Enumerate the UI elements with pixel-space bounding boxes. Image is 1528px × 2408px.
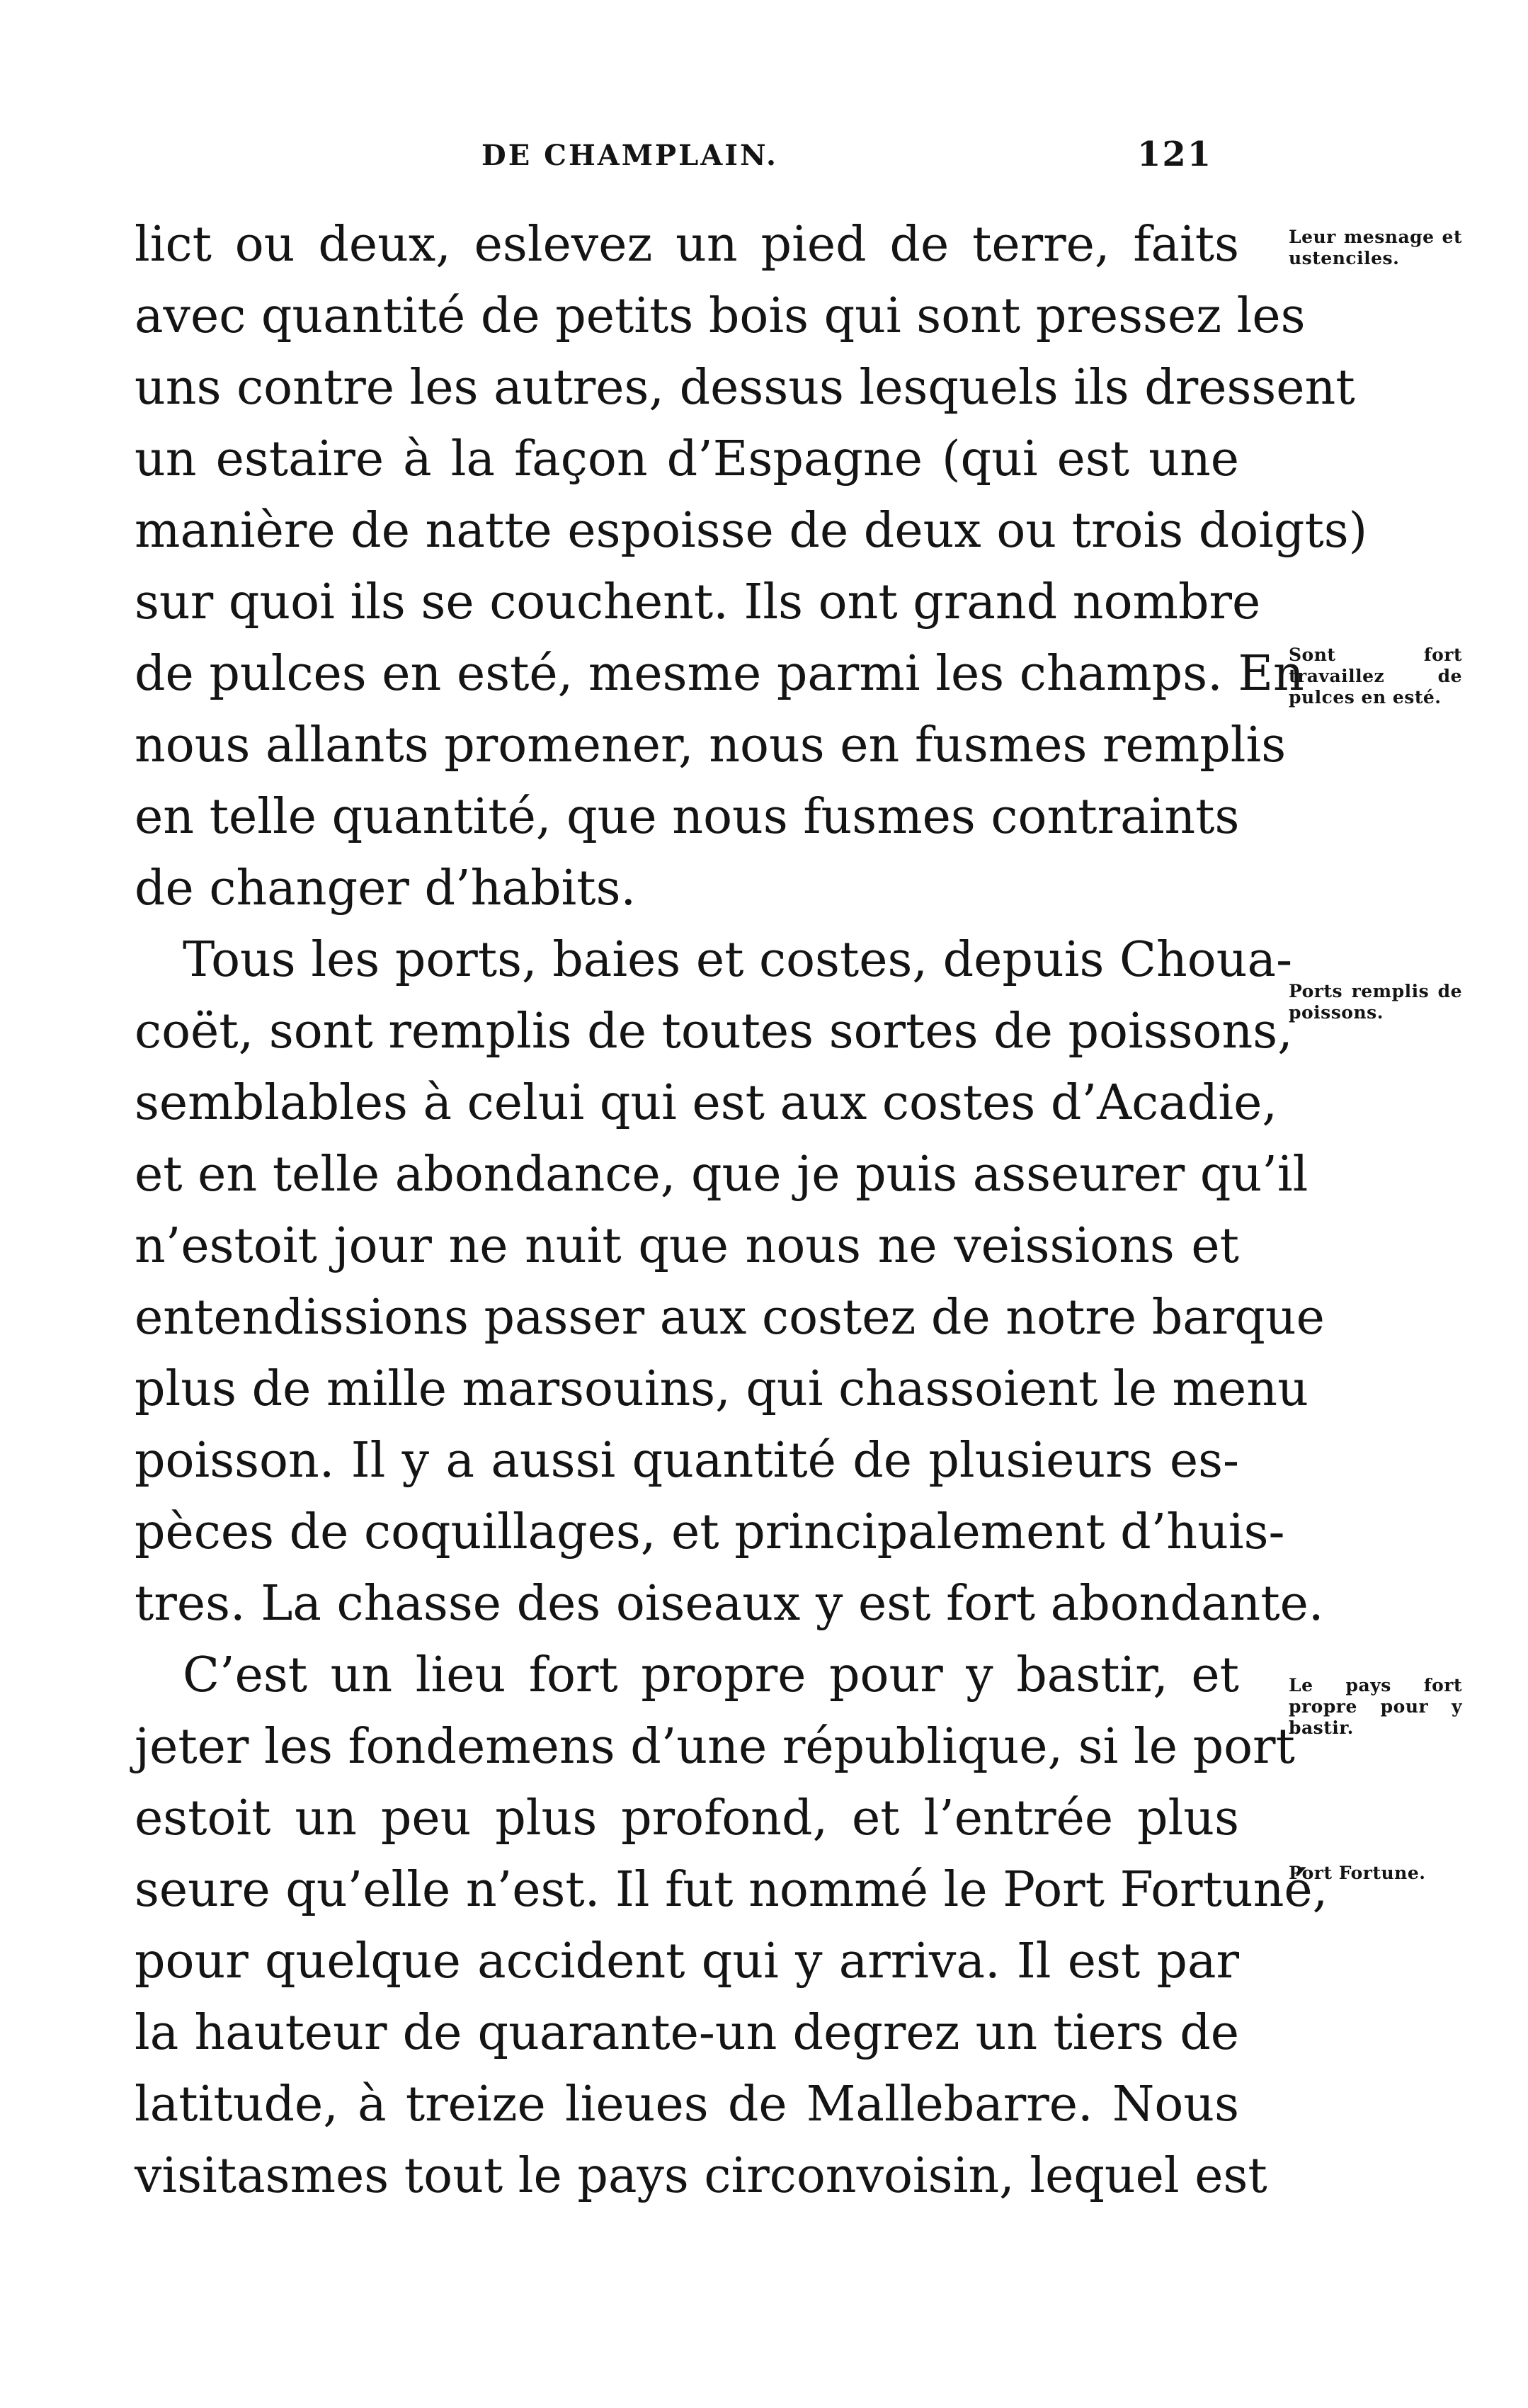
margin-note: Sont fort travaillez de pulces en esté. — [1289, 644, 1462, 708]
text-line: de changer d’habits. — [135, 861, 637, 916]
text-line: nous allants promener, nous en fusmes remplis — [135, 717, 1287, 773]
text-line: Tous les ports, baies et costes, depuis Choua- — [183, 932, 1293, 988]
running-head: DE CHAMPLAIN. — [481, 139, 778, 172]
text-line: semblables à celui qui est aux costes d’Acadie, — [135, 1075, 1277, 1131]
text-line: et en telle abondance, que je puis asseurer qu’il — [135, 1147, 1309, 1203]
text-line: C’est un lieu fort propre pour y bastir, et — [183, 1647, 1239, 1703]
margin-note: Leur mesnage et ustenciles. — [1289, 227, 1462, 268]
text-line: sur quoi ils se couchent. Ils ont grand nombre — [135, 574, 1261, 630]
text-line: un estaire à la façon d’Espagne (qui est une — [135, 431, 1239, 487]
text-line: n’estoit jour ne nuit que nous ne veissions et — [135, 1218, 1239, 1274]
text-line: en telle quantité, que nous fusmes contraints — [135, 789, 1240, 845]
margin-note: Ports remplis de poissons. — [1289, 981, 1462, 1023]
text-line: poisson. Il y a aussi quantité de plusieurs es- — [135, 1433, 1239, 1489]
text-line: la hauteur de quarante-un degrez un tiers de — [135, 2005, 1239, 2061]
text-line: tres. La chasse des oiseaux y est fort abondante. — [135, 1576, 1324, 1632]
text-line: latitude, à treize lieues de Mallebarre. Nous — [135, 2077, 1239, 2132]
text-line: estoit un peu plus profond, et l’entrée plus — [135, 1790, 1239, 1846]
text-line: pèces de coquillages, et principalement d’huis- — [135, 1504, 1285, 1560]
text-line: jeter les fondemens d’une république, si le port — [135, 1719, 1295, 1775]
text-line: seure qu’elle n’est. Il fut nommé le Port Fortuné, — [135, 1862, 1328, 1918]
text-line: uns contre les autres, dessus lesquels ils dressent — [135, 360, 1355, 416]
text-line: lict ou deux, eslevez un pied de terre, faits — [135, 217, 1239, 273]
margin-note: Port Fortune. — [1289, 1863, 1426, 1883]
text-line: entendissions passer aux costez de notre barque — [135, 1290, 1325, 1346]
text-line: manière de natte espoisse de deux ou trois doigts) — [135, 503, 1368, 559]
text-line: coët, sont remplis de toutes sortes de poissons, — [135, 1004, 1293, 1060]
text-line: avec quantité de petits bois qui sont pressez les — [135, 288, 1306, 344]
page-number: 121 — [1137, 135, 1213, 174]
margin-note: Le pays fort propre pour y bastir. — [1289, 1675, 1462, 1738]
text-line: visitasmes tout le pays circonvoisin, lequel est — [135, 2148, 1267, 2204]
text-line: plus de mille marsouins, qui chassoient le menu — [135, 1361, 1309, 1417]
text-line: pour quelque accident qui y arriva. Il est par — [135, 1933, 1239, 1989]
text-line: de pulces en esté, mesme parmi les champs. En — [135, 646, 1304, 702]
